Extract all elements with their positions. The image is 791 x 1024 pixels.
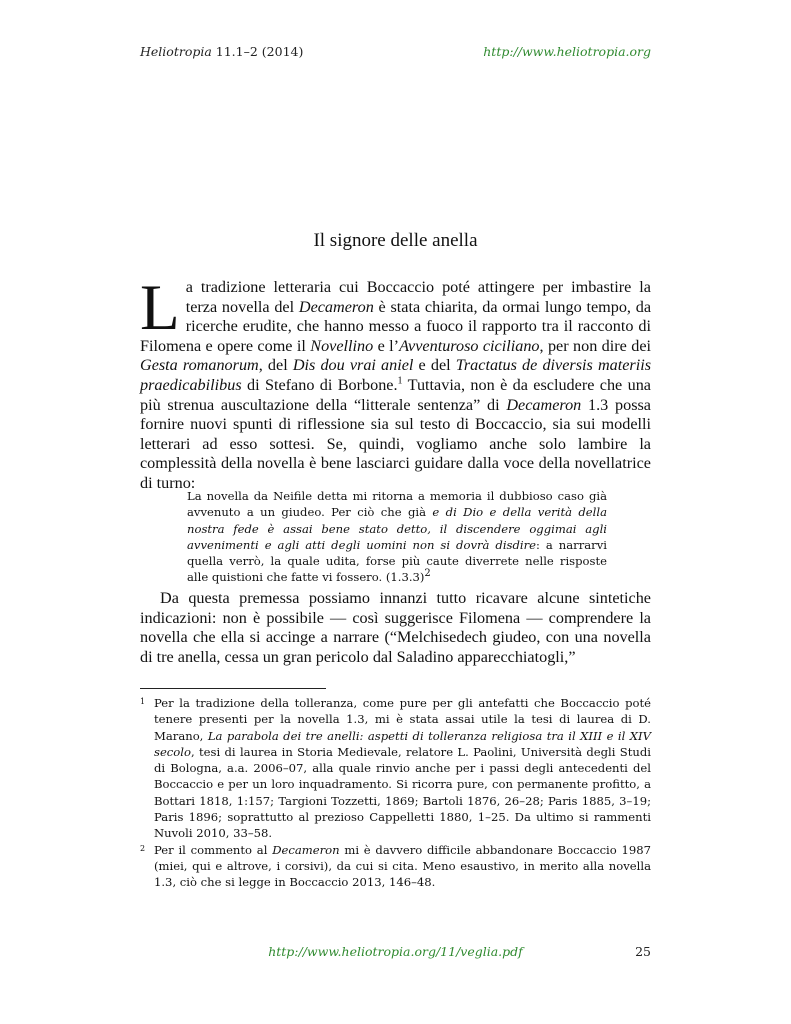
italic-run: Gesta romanorum [140,356,259,375]
text-run: di Stefano di Borbone. [241,375,398,394]
page-number: 25 [635,944,651,959]
italic-run: Decameron [272,842,340,857]
footnote-number: 1 [140,697,146,706]
article-title: Il signore delle anella [313,230,478,251]
text-run: Per il commento al [154,842,273,857]
italic-run: Tractatus de diversis materiis praedicabilibus [140,356,652,394]
text-run: Per la tradizione della tolleranza, come pure per gli antefatti che Boccaccio poté tenere presenti per la novella 1.3, mi è stata assai utile la tesi di laurea di D. Marano, [154,696,651,743]
text-run: è stata chiarita, da ormai lungo tempo, da ricerche erudite, che hanno messo a fuoco il rapporto tra il racconto di Filomena e opere come il [140,297,651,355]
footnote-number: 2 [140,843,146,853]
text-run: e del [413,356,456,375]
text-run: e l’ [373,336,400,355]
journal-name: Heliotropia [140,44,212,59]
drop-cap: L [140,272,180,344]
text-run: Tuttavia, non è da escludere che una più strenua auscultazione della “litterale sentenza” di [140,375,651,414]
italic-run: Decameron [298,297,374,316]
footnote-ref-1[interactable]: 1 [397,375,403,387]
opening-paragraph [140,272,652,494]
italic-run: e di Dio e della verità della nostra fede è assai bene stato detto, il discendere oggimai agli avvenimenti e agli atti degli uomini non si dovrà disdire [187,505,608,552]
text-run: , del [258,356,293,375]
header-url-link[interactable]: http://www.heliotropia.org [483,44,651,59]
text-run: , per non dire dei [539,336,651,355]
second-paragraph: Da questa premessa possiamo innanzi tutto ricavare alcune sintetiche indicazioni: non è possibile — così suggerisce Filomena — comprendere la novella che ella si accinge a narrare (“Melchisedech giudeo, con una novella di tre anella, cessa un gran pericolo dal Saladino apparecchiatogli,” [140,589,651,666]
text-run: La novella da Neifile detta mi ritorna a memoria il dubbioso caso già avvenuto a un giudeo. Per ciò che già [187,489,607,520]
footnote-2 [140,842,651,891]
footer-url-link[interactable]: http://www.heliotropia.org/11/veglia.pdf [268,944,523,959]
italic-run: Dis dou vrai aniel [292,356,414,375]
text-run: a tradizione letteraria cui Boccaccio poté attingere per imbastire la terza novella del [185,278,651,316]
text-run: 1.3 possa fornire nuovi spunti di riflessione sia sul testo di Boccaccio, sia sui modelli letterari ad esso sottesi. Se, quindi, vogliamo anche solo lambire la complessità della novella è bene lasciarci guidare dalla voce della novellatrice di turno: [140,395,651,492]
italic-run: Avventuroso ciciliano [399,336,540,355]
text-run: : a narrarvi quella verrò, la quale udita, forse più caute diverrete nelle risposte alle quistioni che fatte vi fossero. (1.3.3) [187,537,607,585]
running-header-citation [140,44,303,59]
italic-run: La parabola dei tre anelli: aspetti di tolleranza religiosa tra il XIII e il XIV secolo [154,728,652,759]
block-quote [187,488,607,586]
journal-volume: 11.1–2 (2014) [215,44,304,59]
footnote-ref-2[interactable]: 2 [424,568,431,580]
italic-run: Novellino [310,336,374,355]
text-run: mi è davvero difficile abbandonare Boccaccio 1987 (miei, qui e altrove, i corsivi), da cui si cita. Meno esaustivo, in merito alla novella 1.3, ciò che si legge in Boccaccio 2013, 146–48. [154,842,652,890]
italic-run: Decameron [506,395,582,414]
footnote-separator [140,688,326,689]
footnotes [140,695,651,891]
text-run: , tesi di laurea in Storia Medievale, relatore L. Paolini, Università degli Studi di Bologna, a.a. 2006–07, alla quale rinvio anche per i passi degli antecedenti del Boccaccio e per un loro inquadramento. Si ricorra pure, con permanente profitto, a Bottari 1818, 1:157; Targioni Tozzetti, 1869; Bartoli 1876, 26–28; Paris 1885, 3–19; Paris 1896; soprattutto al prezioso Cappelletti 1880, 1–25. Da ultimo si rammenti Nuvoli 2010, 33–58. [154,744,651,841]
footnote-1 [140,695,651,842]
